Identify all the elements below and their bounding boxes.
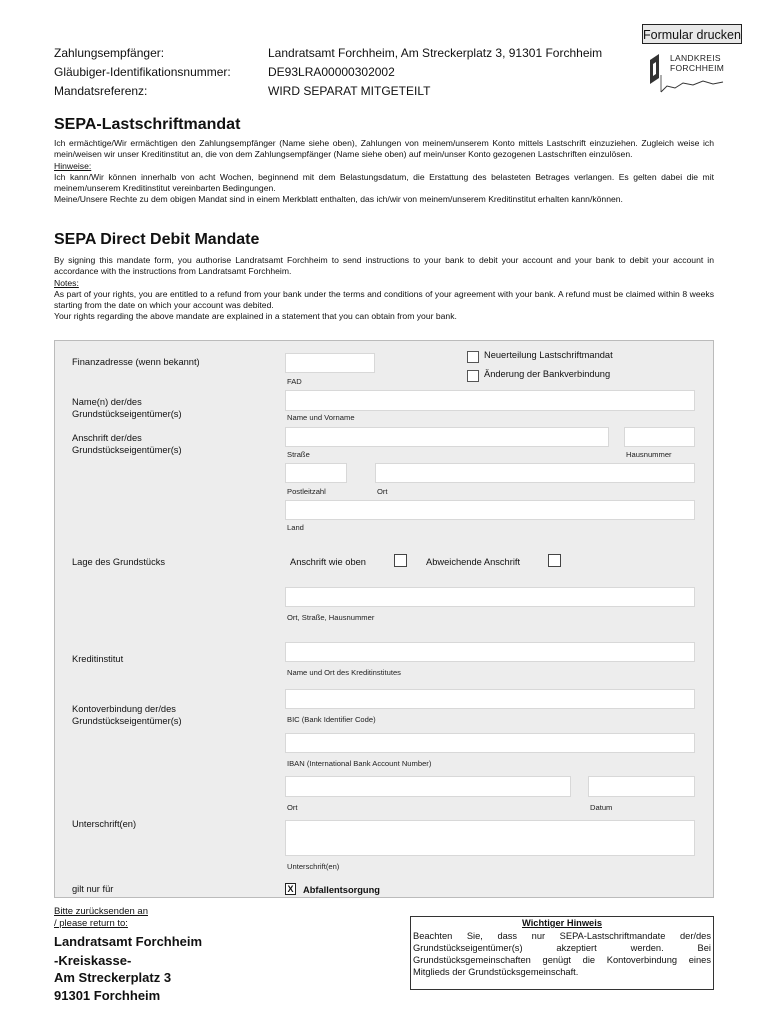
abfallentsorgung-label: Abfallentsorgung: [303, 885, 380, 895]
text-de-notes-label: Hinweise:: [54, 160, 92, 171]
account-label: Kontoverbindung der/des Grundstückseigentümer(s): [72, 704, 182, 726]
form-panel: [54, 340, 714, 898]
zip-caption: Postleitzahl: [287, 487, 326, 496]
payee-value: Landratsamt Forchheim, Am Streckerplatz 3, 91301 Forchheim: [268, 46, 603, 60]
notice-title: Wichtiger Hinweis: [522, 918, 602, 928]
iban-caption: IBAN (International Bank Account Number): [287, 759, 432, 768]
important-notice-box: [410, 916, 714, 990]
return-line1: Bitte zurücksenden an: [54, 906, 149, 917]
text-de: [54, 138, 714, 206]
return-addr4: 91301 Forchheim: [54, 988, 161, 1003]
street-input[interactable]: [285, 427, 609, 447]
iban-input[interactable]: [285, 733, 695, 753]
return-addr1: Landratsamt Forchheim: [54, 934, 203, 949]
bic-input[interactable]: [285, 689, 695, 709]
text-en-p1: By signing this mandate form, you authorise Landratsamt Forchheim to send instructions to your bank to debit your account and your bank to debit your account in accordance with the instructions from Landratsamt Forchheim.: [54, 255, 714, 277]
title-de: SEPA-Lastschriftmandat: [54, 116, 241, 133]
aenderung-label: Änderung der Bankverbindung: [484, 369, 611, 379]
text-en-p3: Your rights regarding the above mandate are explained in a statement that you can obtain from your bank.: [54, 311, 457, 322]
same-address-checkbox[interactable]: [394, 554, 407, 567]
payee-label: Zahlungsempfänger:: [54, 46, 165, 60]
city-input[interactable]: [375, 463, 695, 483]
house-number-input[interactable]: [624, 427, 695, 447]
mandate-ref-value: WIRD SEPARAT MITGETEILT: [268, 84, 431, 98]
text-en-notes-label: Notes:: [54, 277, 79, 288]
return-addr3: Am Streckerplatz 3: [54, 970, 172, 985]
date-caption: Datum: [590, 803, 613, 812]
text-de-p3: Meine/Unsere Rechte zu dem obigen Mandat sind in einem Merkblatt enthalten, das ich/wir von meinem/unserem Kreditinstitut erhalten kann/können.: [54, 194, 623, 205]
bank-caption: Name und Ort des Kreditinstitutes: [287, 668, 401, 677]
signature-input[interactable]: [285, 820, 695, 856]
notice-body: Beachten Sie, dass nur SEPA-Lastschriftmandate der/des Grundstückseigentümer(s) akzeptiert werden. Bei Grundstücksgemeinschaften genügt die Kontoverbindung eines Mitglieds der Grundstücksgemeinschaft.: [413, 931, 711, 977]
place-caption: Ort: [287, 803, 298, 812]
city-caption: Ort: [377, 487, 388, 496]
valid-for-label: gilt nur für: [72, 884, 114, 894]
zip-input[interactable]: [285, 463, 347, 483]
address-label: Anschrift der/des Grundstückseigentümer(s): [72, 433, 182, 455]
bank-label: Kreditinstitut: [72, 654, 124, 664]
bic-caption: BIC (Bank Identifier Code): [287, 715, 376, 724]
aenderung-checkbox[interactable]: [467, 370, 479, 382]
place-input[interactable]: [285, 776, 571, 797]
bank-input[interactable]: [285, 642, 695, 662]
name-caption: Name und Vorname: [287, 413, 355, 422]
house-caption: Hausnummer: [626, 450, 672, 459]
same-address-label: Anschrift wie oben: [290, 557, 366, 567]
title-en: SEPA Direct Debit Mandate: [54, 231, 260, 248]
print-form-button[interactable]: Formular drucken: [642, 24, 742, 44]
creditor-id-value: DE93LRA00000302002: [268, 65, 395, 79]
fad-input[interactable]: [285, 353, 375, 373]
signature-label: Unterschrift(en): [72, 819, 137, 829]
property-label: Lage des Grundstücks: [72, 557, 166, 567]
text-de-p1: Ich ermächtige/Wir ermächtigen den Zahlungsempfänger (Name siehe oben), Zahlungen von meinem/unserem Konto mittels Lastschrift einzuziehen. Zugleich weise ich mein/weisen wir unser Kreditinstitut an, die von dem Zahlungsempfänger (Name siehe oben) auf mein/unser Konto gezogenen Lastschriften einzulösen.: [54, 138, 714, 160]
return-line2: / please return to:: [54, 918, 128, 929]
mandate-ref-label: Mandatsreferenz:: [54, 84, 148, 98]
property-caption: Ort, Straße, Hausnummer: [287, 613, 375, 622]
text-en-p2: As part of your rights, you are entitled to a refund from your bank under the terms and conditions of your agreement with your bank. A refund must be claimed within 8 weeks starting from the date on which your account was debited.: [54, 288, 714, 311]
property-location-input[interactable]: [285, 587, 695, 607]
neuerteilung-label: Neuerteilung Lastschriftmandat: [484, 350, 613, 360]
country-caption: Land: [287, 523, 304, 532]
fad-caption: FAD: [287, 377, 302, 386]
country-input[interactable]: [285, 500, 695, 520]
return-addr2: -Kreiskasse-: [54, 953, 132, 968]
date-input[interactable]: [588, 776, 695, 797]
other-address-checkbox[interactable]: [548, 554, 561, 567]
text-en: [54, 255, 714, 323]
signature-caption: Unterschrift(en): [287, 862, 340, 871]
logo-line2: FORCHHEIM: [670, 63, 725, 73]
neuerteilung-checkbox[interactable]: [467, 351, 479, 363]
owners-label: Name(n) der/des Grundstückseigentümer(s): [72, 397, 182, 419]
logo-line1: LANDKREIS: [670, 53, 721, 63]
logo-text: [670, 53, 724, 73]
finanzadresse-label: Finanzadresse (wenn bekannt): [72, 357, 200, 367]
street-caption: Straße: [287, 450, 310, 459]
owner-name-input[interactable]: [285, 390, 695, 411]
text-de-p2: Ich kann/Wir können innerhalb von acht Wochen, beginnend mit dem Belastungsdatum, die Erstattung des belasteten Betrages verlangen. Es gelten dabei die mit meinem/unserem Kreditinstitut vereinbarten Bedingungen.: [54, 171, 714, 194]
abfallentsorgung-checkbox[interactable]: X: [285, 883, 296, 895]
creditor-id-label: Gläubiger-Identifikationsnummer:: [54, 65, 231, 79]
other-address-label: Abweichende Anschrift: [426, 557, 521, 567]
